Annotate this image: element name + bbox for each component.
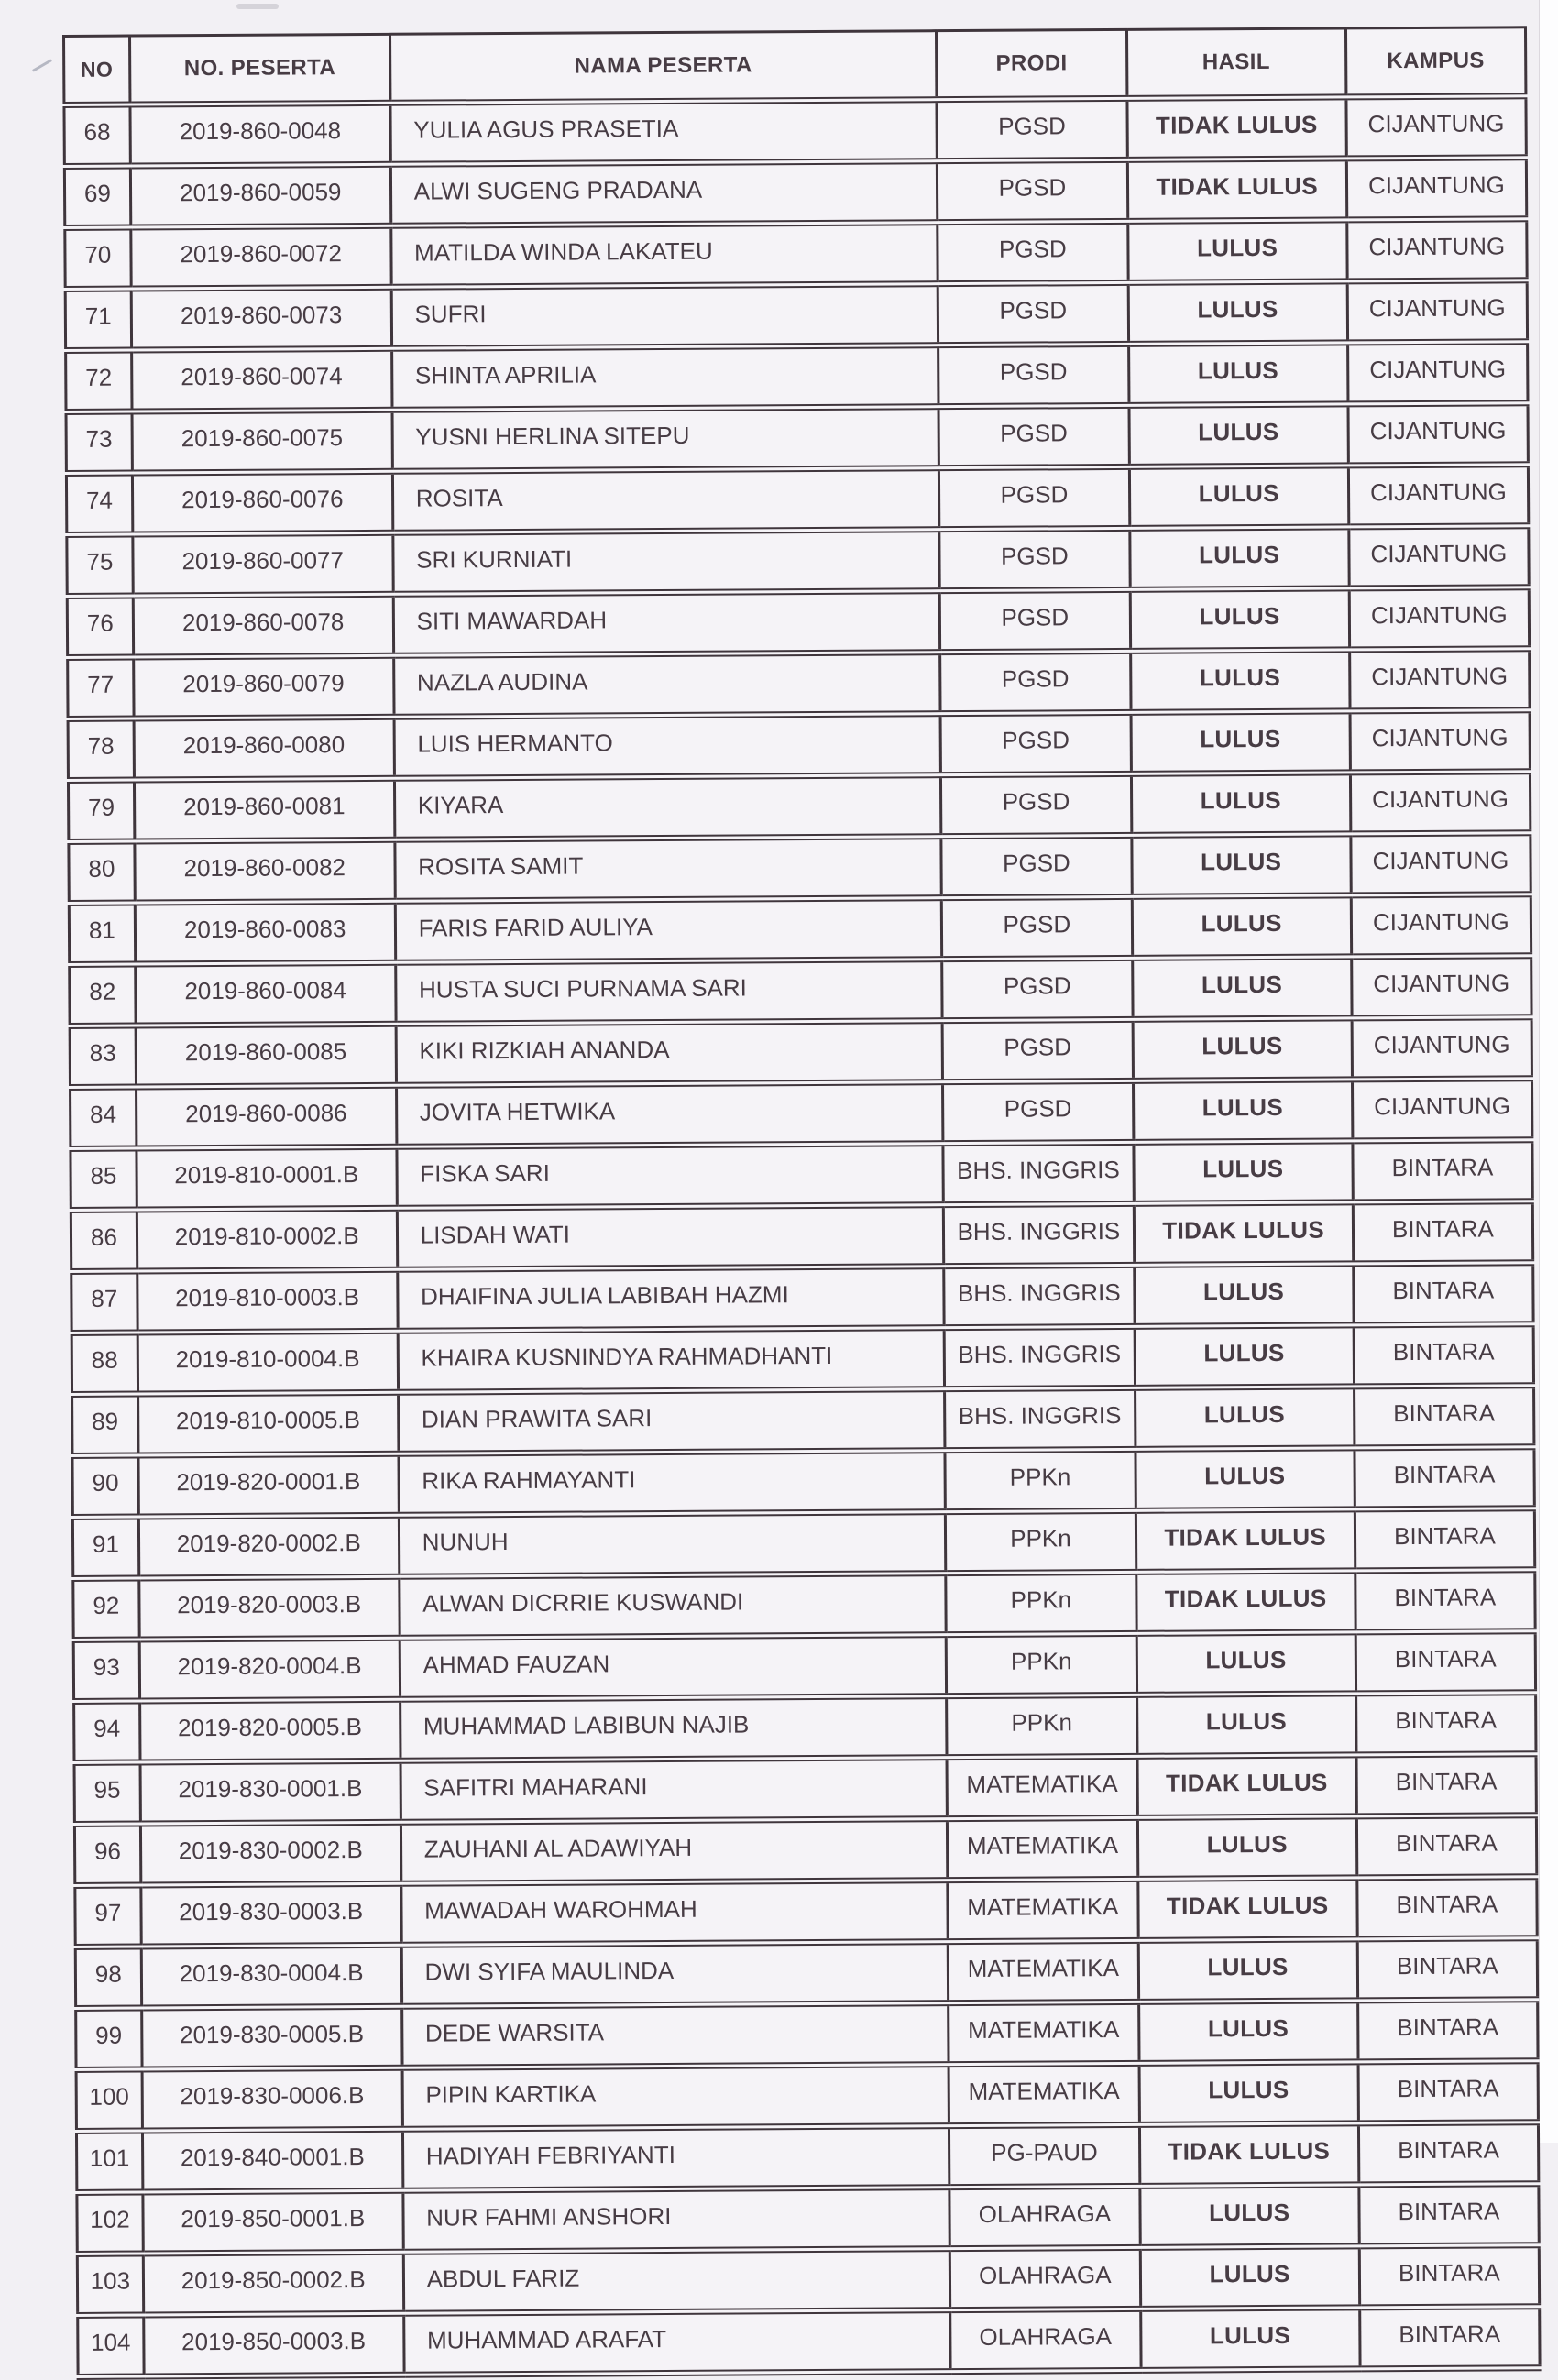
table-row (66, 403, 1528, 474)
cell-no: 85 (71, 1148, 137, 1210)
cell-hasil: LULUS (1131, 711, 1351, 773)
table-row (77, 2184, 1539, 2254)
cell-prodi: OLAHRAGA (949, 2186, 1140, 2248)
cell-hasil: TIDAK LULUS (1126, 97, 1346, 159)
cell-no-peserta: 2019-850-0001.B (143, 2190, 403, 2254)
cell-hasil: LULUS (1135, 1325, 1355, 1387)
cell-hasil: LULUS (1136, 1694, 1356, 1756)
cell-no: 94 (74, 1701, 140, 1762)
cell-nama-peserta: ALWI SUGENG PRADANA (390, 161, 938, 226)
cell-nama-peserta: MAWADAH WAROHMAH (401, 1881, 949, 1946)
cell-kampus: BINTARA (1355, 1631, 1536, 1694)
table-row (71, 1324, 1533, 1395)
cell-hasil: LULUS (1135, 1387, 1355, 1449)
cell-hasil: LULUS (1137, 1816, 1357, 1879)
cell-hasil: LULUS (1132, 957, 1352, 1019)
table-row (72, 1508, 1534, 1579)
cell-nama-peserta: YUSNI HERLINA SITEPU (392, 407, 939, 472)
cell-no: 92 (73, 1578, 139, 1640)
table-row (68, 710, 1530, 781)
cell-hasil: TIDAK LULUS (1137, 1878, 1357, 1940)
cell-no-peserta: 2019-860-0081 (134, 778, 394, 841)
cell-no-peserta: 2019-810-0002.B (137, 1208, 397, 1271)
cell-nama-peserta: LISDAH WATI (397, 1205, 944, 1270)
column-header-prodi: PRODI (937, 29, 1127, 99)
cell-prodi: BHS. INGGRIS (944, 1265, 1135, 1327)
cell-hasil: LULUS (1138, 1939, 1358, 2002)
cell-kampus: CIJANTUNG (1349, 587, 1530, 650)
table-row (69, 894, 1531, 965)
cell-nama-peserta: JOVITA HETWIKA (396, 1082, 943, 1147)
cell-hasil: LULUS (1138, 2001, 1358, 2063)
cell-kampus: CIJANTUNG (1351, 894, 1531, 957)
cell-nama-peserta: SRI KURNIATI (392, 530, 939, 595)
table-row (68, 772, 1530, 842)
cell-nama-peserta: HADIYAH FEBRIYANTI (402, 2126, 949, 2191)
cell-hasil: LULUS (1132, 895, 1352, 958)
header-row (64, 27, 1526, 105)
cell-no-peserta: 2019-860-0084 (135, 962, 395, 1025)
cell-no-peserta: 2019-850-0002.B (143, 2252, 403, 2315)
cell-nama-peserta: RIKA RAHMAYANTI (399, 1451, 946, 1516)
cell-no: 91 (72, 1517, 138, 1578)
cell-kampus: BINTARA (1356, 1754, 1537, 1816)
cell-prodi: PGSD (937, 98, 1127, 160)
cell-no-peserta: 2019-860-0074 (131, 348, 391, 411)
cell-no: 76 (67, 596, 133, 657)
cell-hasil: TIDAK LULUS (1127, 159, 1347, 221)
cell-kampus: CIJANTUNG (1347, 219, 1528, 281)
scan-smudge (236, 4, 279, 9)
cell-hasil: LULUS (1136, 1632, 1356, 1695)
cell-no: 69 (64, 166, 130, 227)
cell-no-peserta: 2019-860-0077 (133, 532, 393, 596)
cell-no-peserta: 2019-860-0085 (136, 1024, 396, 1087)
cell-prodi: PGSD (938, 221, 1128, 283)
cell-no: 84 (71, 1087, 137, 1148)
cell-no: 70 (65, 227, 131, 289)
cell-no-peserta: 2019-860-0078 (133, 594, 393, 657)
cell-hasil: LULUS (1140, 2308, 1360, 2370)
cell-prodi: PPKn (945, 1449, 1136, 1511)
cell-no-peserta: 2019-860-0059 (130, 164, 390, 227)
cell-kampus: BINTARA (1353, 1201, 1533, 1264)
cell-kampus: CIJANTUNG (1350, 710, 1531, 773)
cell-no-peserta: 2019-830-0003.B (141, 1883, 401, 1947)
table-row (71, 1079, 1532, 1149)
results-table-header (64, 27, 1526, 105)
cell-nama-peserta: MATILDA WINDA LAKATEU (390, 223, 938, 288)
cell-kampus: BINTARA (1355, 1508, 1535, 1571)
table-row (72, 1386, 1534, 1456)
cell-kampus: CIJANTUNG (1348, 403, 1529, 466)
cell-no-peserta: 2019-810-0001.B (137, 1146, 397, 1210)
cell-no: 86 (71, 1210, 137, 1271)
cell-prodi: PGSD (938, 159, 1128, 222)
cell-kampus: BINTARA (1355, 1693, 1536, 1755)
column-header-nama-peserta: NAMA PESERTA (390, 31, 937, 104)
table-row (71, 1201, 1532, 1272)
cell-kampus: BINTARA (1358, 2122, 1539, 2185)
cell-hasil: LULUS (1133, 1080, 1353, 1142)
cell-nama-peserta: ALWAN DICRRIE KUSWANDI (399, 1574, 946, 1639)
table-row (67, 526, 1529, 597)
table-row (70, 956, 1531, 1026)
results-table-container (62, 26, 1542, 2380)
cell-nama-peserta: KIYARA (394, 775, 941, 840)
table-row (78, 2307, 1540, 2377)
cell-prodi: PGSD (941, 896, 1132, 959)
cell-no-peserta: 2019-820-0005.B (139, 1699, 400, 1762)
cell-kampus: BINTARA (1359, 2307, 1540, 2369)
cell-no-peserta: 2019-810-0005.B (137, 1392, 398, 1455)
cell-hasil: LULUS (1139, 2185, 1359, 2247)
cell-no-peserta: 2019-860-0076 (132, 471, 392, 534)
cell-no-peserta: 2019-860-0080 (134, 717, 394, 780)
cell-prodi: PGSD (939, 589, 1130, 652)
pen-mark (32, 59, 52, 72)
cell-nama-peserta: ROSITA SAMIT (395, 837, 942, 902)
cell-kampus: BINTARA (1357, 1877, 1538, 1939)
cell-prodi: PGSD (943, 1080, 1134, 1143)
cell-no-peserta: 2019-860-0048 (130, 103, 390, 166)
cell-no: 99 (76, 2008, 142, 2069)
cell-nama-peserta: MUHAMMAD LABIBUN NAJIB (400, 1696, 947, 1761)
results-table-body (64, 96, 1540, 2377)
cell-kampus: CIJANTUNG (1349, 526, 1530, 588)
cell-no: 88 (71, 1333, 137, 1394)
cell-prodi: PPKn (946, 1633, 1136, 1695)
table-row (73, 1631, 1535, 1702)
cell-nama-peserta: ROSITA (392, 468, 939, 533)
cell-hasil: LULUS (1133, 1141, 1353, 1203)
cell-no-peserta: 2019-820-0003.B (139, 1576, 400, 1640)
cell-prodi: BHS. INGGRIS (944, 1326, 1135, 1388)
cell-no: 71 (65, 289, 131, 350)
cell-no-peserta: 2019-830-0004.B (141, 1945, 401, 2008)
cell-prodi: PGSD (940, 651, 1131, 713)
cell-no-peserta: 2019-860-0086 (136, 1085, 396, 1148)
table-row (68, 649, 1530, 719)
cell-no: 80 (69, 841, 135, 903)
cell-kampus: BINTARA (1359, 2184, 1540, 2246)
column-header-no: NO (64, 36, 130, 104)
cell-no: 90 (72, 1455, 138, 1517)
cell-hasil: LULUS (1131, 773, 1351, 835)
table-row (70, 1017, 1531, 1088)
cell-hasil: LULUS (1134, 1264, 1354, 1326)
cell-kampus: BINTARA (1355, 1570, 1536, 1632)
cell-no-peserta: 2019-840-0001.B (142, 2129, 402, 2192)
cell-no: 83 (70, 1025, 136, 1087)
cell-no-peserta: 2019-860-0082 (135, 839, 395, 903)
cell-no-peserta: 2019-810-0003.B (137, 1269, 398, 1333)
cell-hasil: LULUS (1128, 343, 1348, 405)
cell-hasil: LULUS (1140, 2246, 1360, 2309)
cell-hasil: LULUS (1129, 466, 1349, 528)
cell-prodi: PGSD (939, 528, 1130, 590)
cell-hasil: TIDAK LULUS (1134, 1202, 1354, 1265)
table-row (75, 1938, 1537, 2009)
cell-no: 73 (66, 411, 132, 473)
cell-prodi: MATEMATIKA (948, 1940, 1138, 2002)
table-row (76, 2122, 1538, 2193)
cell-no-peserta: 2019-820-0004.B (139, 1638, 400, 1701)
cell-hasil: LULUS (1129, 527, 1349, 589)
cell-no: 81 (69, 903, 135, 964)
cell-kampus: CIJANTUNG (1347, 342, 1528, 404)
cell-hasil: TIDAK LULUS (1136, 1509, 1355, 1572)
cell-nama-peserta: DIAN PRAWITA SARI (398, 1389, 945, 1454)
table-row (71, 1140, 1532, 1211)
cell-prodi: MATEMATIKA (947, 1756, 1137, 1818)
cell-no: 72 (66, 350, 132, 411)
cell-nama-peserta: DHAIFINA JULIA LABIBAH HAZMI (397, 1267, 944, 1332)
cell-nama-peserta: PIPIN KARTIKA (402, 2065, 949, 2130)
cell-kampus: CIJANTUNG (1352, 1079, 1532, 1141)
cell-nama-peserta: AHMAD FAUZAN (400, 1635, 947, 1700)
table-row (66, 342, 1528, 412)
cell-hasil: LULUS (1139, 2062, 1359, 2124)
table-row (69, 833, 1531, 904)
cell-nama-peserta: HUSTA SUCI PURNAMA SARI (395, 960, 942, 1025)
column-header-kampus: KAMPUS (1345, 27, 1526, 97)
cell-prodi: PGSD (938, 282, 1128, 345)
table-row (72, 1447, 1534, 1518)
cell-prodi: PG-PAUD (949, 2124, 1140, 2187)
cell-nama-peserta: ABDUL FARIZ (403, 2249, 950, 2314)
table-row (76, 2061, 1538, 2132)
results-table (62, 26, 1542, 2380)
table-row (71, 1263, 1533, 1333)
cell-no: 89 (72, 1394, 138, 1455)
table-row (67, 587, 1529, 658)
cell-kampus: CIJANTUNG (1347, 280, 1528, 343)
table-row (76, 2000, 1538, 2070)
cell-no-peserta: 2019-830-0001.B (140, 1760, 400, 1824)
cell-prodi: PGSD (942, 1019, 1133, 1081)
cell-prodi: PGSD (942, 958, 1133, 1020)
cell-hasil: LULUS (1133, 1018, 1353, 1080)
cell-no-peserta: 2019-860-0079 (133, 655, 393, 718)
cell-hasil: TIDAK LULUS (1137, 1755, 1357, 1817)
cell-nama-peserta: ZAUHANI AL ADAWIYAH (400, 1819, 948, 1884)
cell-prodi: OLAHRAGA (950, 2309, 1141, 2371)
cell-prodi: MATEMATIKA (948, 1879, 1138, 1941)
table-row (64, 96, 1526, 167)
cell-prodi: BHS. INGGRIS (943, 1142, 1134, 1204)
cell-no-peserta: 2019-830-0005.B (141, 2006, 401, 2069)
cell-no-peserta: 2019-820-0002.B (138, 1515, 399, 1578)
cell-no: 103 (77, 2254, 143, 2315)
table-row (73, 1570, 1535, 1640)
cell-nama-peserta: DWI SYIFA MAULINDA (401, 1942, 949, 2007)
table-row (65, 219, 1527, 290)
cell-no-peserta: 2019-820-0001.B (138, 1453, 399, 1517)
cell-no-peserta: 2019-860-0073 (131, 287, 391, 350)
cell-no: 75 (67, 534, 133, 596)
cell-no: 100 (76, 2069, 142, 2131)
cell-prodi: PGSD (940, 712, 1131, 774)
cell-no: 82 (70, 964, 136, 1025)
cell-no: 102 (77, 2192, 143, 2254)
cell-nama-peserta: NUNUH (399, 1512, 946, 1577)
cell-no: 104 (78, 2315, 144, 2376)
cell-nama-peserta: SUFRI (391, 284, 938, 349)
cell-hasil: LULUS (1128, 281, 1348, 344)
cell-prodi: OLAHRAGA (949, 2247, 1140, 2309)
cell-hasil: TIDAK LULUS (1136, 1571, 1355, 1633)
table-row (66, 465, 1528, 535)
cell-prodi: MATEMATIKA (948, 1817, 1138, 1880)
cell-prodi: PGSD (939, 466, 1130, 529)
cell-kampus: BINTARA (1353, 1140, 1533, 1202)
cell-kampus: BINTARA (1357, 2000, 1538, 2062)
cell-hasil: LULUS (1131, 834, 1351, 896)
table-row (77, 2245, 1539, 2316)
cell-no: 95 (74, 1762, 140, 1824)
cell-nama-peserta: SITI MAWARDAH (393, 591, 940, 656)
cell-prodi: PPKn (946, 1510, 1136, 1573)
cell-prodi: PGSD (938, 405, 1129, 467)
cell-kampus: CIJANTUNG (1352, 1017, 1532, 1080)
cell-kampus: BINTARA (1357, 1938, 1538, 2001)
cell-prodi: PGSD (941, 773, 1132, 836)
cell-no: 87 (71, 1271, 137, 1333)
cell-hasil: TIDAK LULUS (1139, 2123, 1359, 2186)
cell-kampus: CIJANTUNG (1350, 772, 1531, 834)
cell-hasil: LULUS (1135, 1448, 1355, 1510)
cell-nama-peserta: SHINTA APRILIA (391, 345, 938, 411)
cell-no: 98 (75, 1947, 141, 2008)
table-row (74, 1754, 1536, 1825)
cell-prodi: PPKn (946, 1572, 1136, 1634)
cell-no-peserta: 2019-830-0006.B (142, 2067, 402, 2131)
cell-nama-peserta: DEDE WARSITA (401, 2003, 949, 2068)
table-row (74, 1815, 1536, 1886)
cell-no: 93 (73, 1640, 139, 1701)
cell-kampus: BINTARA (1355, 1447, 1535, 1509)
cell-kampus: CIJANTUNG (1346, 158, 1527, 220)
cell-kampus: CIJANTUNG (1351, 833, 1531, 895)
cell-nama-peserta: NUR FAHMI ANSHORI (403, 2188, 950, 2253)
cell-nama-peserta: YULIA AGUS PRASETIA (390, 100, 938, 165)
cell-nama-peserta: MUHAMMAD ARAFAT (403, 2310, 950, 2375)
cell-no-peserta: 2019-850-0003.B (143, 2313, 403, 2376)
cell-prodi: PGSD (941, 835, 1132, 897)
cell-kampus: BINTARA (1358, 2061, 1539, 2123)
cell-kampus: BINTARA (1354, 1263, 1534, 1325)
scan-page-edge (1539, 0, 1558, 2143)
cell-nama-peserta: LUIS HERMANTO (394, 714, 941, 779)
cell-no: 96 (74, 1824, 140, 1885)
cell-no-peserta: 2019-860-0075 (132, 410, 392, 473)
cell-prodi: MATEMATIKA (949, 2002, 1139, 2064)
cell-hasil: LULUS (1130, 650, 1350, 712)
table-row (74, 1693, 1536, 1763)
cell-prodi: PPKn (947, 1695, 1137, 1757)
cell-kampus: CIJANTUNG (1346, 96, 1527, 159)
cell-prodi: BHS. INGGRIS (945, 1387, 1136, 1450)
cell-kampus: CIJANTUNG (1351, 956, 1531, 1018)
cell-no: 79 (68, 780, 134, 841)
cell-kampus: BINTARA (1354, 1324, 1534, 1387)
table-row (64, 158, 1526, 228)
cell-no-peserta: 2019-860-0083 (135, 901, 395, 964)
cell-no: 78 (68, 718, 134, 780)
table-row (75, 1877, 1537, 1947)
cell-no: 68 (64, 104, 130, 166)
cell-no: 101 (76, 2131, 142, 2192)
cell-nama-peserta: FARIS FARID AULIYA (395, 898, 942, 963)
cell-no-peserta: 2019-830-0002.B (140, 1822, 400, 1885)
cell-no: 97 (75, 1885, 141, 1947)
cell-kampus: BINTARA (1359, 2245, 1540, 2308)
cell-no: 77 (68, 657, 134, 718)
cell-hasil: LULUS (1129, 404, 1349, 466)
cell-no-peserta: 2019-810-0004.B (137, 1331, 398, 1394)
cell-nama-peserta: KIKI RIZKIAH ANANDA (396, 1021, 943, 1086)
cell-prodi: PGSD (938, 344, 1129, 406)
cell-nama-peserta: NAZLA AUDINA (393, 653, 940, 718)
cell-prodi: MATEMATIKA (949, 2063, 1139, 2125)
cell-hasil: LULUS (1130, 588, 1350, 651)
cell-no-peserta: 2019-860-0072 (131, 225, 391, 289)
cell-hasil: LULUS (1127, 220, 1347, 282)
cell-kampus: BINTARA (1354, 1386, 1534, 1448)
cell-kampus: BINTARA (1356, 1815, 1537, 1878)
cell-kampus: CIJANTUNG (1349, 649, 1530, 711)
cell-nama-peserta: KHAIRA KUSNINDYA RAHMADHANTI (398, 1328, 945, 1393)
cell-kampus: CIJANTUNG (1348, 465, 1529, 527)
column-header-no-peserta: NO. PESERTA (129, 34, 390, 104)
cell-nama-peserta: SAFITRI MAHARANI (400, 1758, 948, 1823)
cell-no: 74 (66, 473, 132, 534)
cell-prodi: BHS. INGGRIS (944, 1203, 1135, 1266)
cell-nama-peserta: FISKA SARI (397, 1144, 944, 1209)
table-row (65, 280, 1527, 351)
column-header-hasil: HASIL (1126, 28, 1346, 98)
